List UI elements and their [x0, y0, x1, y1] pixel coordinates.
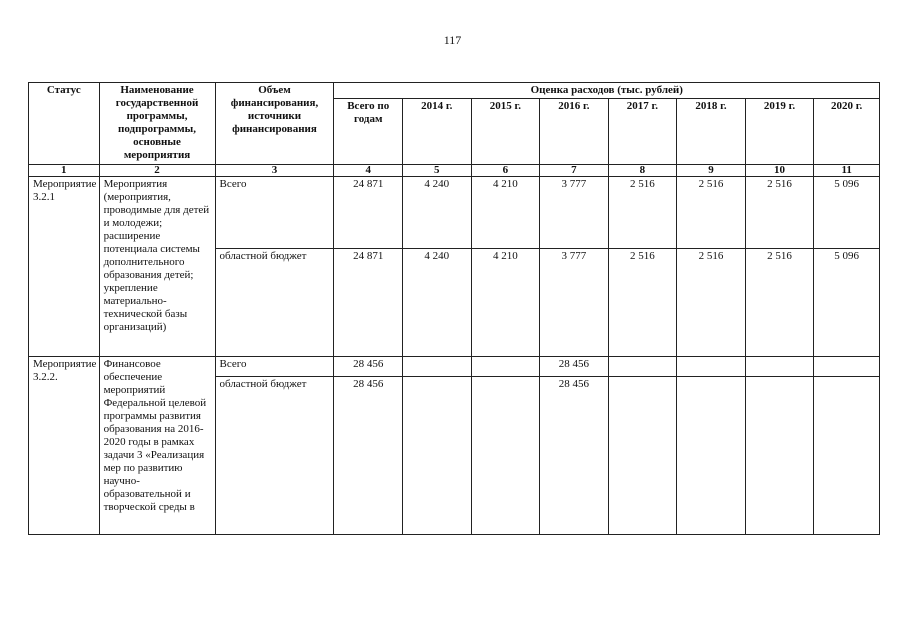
value-cell: 28 456 — [334, 377, 403, 535]
value-cell: 2 516 — [745, 249, 814, 357]
value-cell — [745, 357, 814, 377]
value-cell — [814, 377, 880, 535]
value-cell: 2 516 — [608, 177, 677, 249]
value-cell: 4 210 — [471, 177, 540, 249]
value-cell: 24 871 — [334, 177, 403, 249]
row-name: Финансовое обеспечение мероприятий Федеральной целевой программы развития образования на 2016-2020 годы в рамках задачи 3 «Реализация мер по развитию научно-образовательной и творческой среды в — [99, 357, 215, 535]
source-label: Всего — [215, 357, 334, 377]
value-cell — [471, 377, 540, 535]
value-cell: 5 096 — [814, 249, 880, 357]
expenditure-table — [28, 82, 880, 535]
source-label: областной бюджет — [215, 249, 334, 357]
value-cell — [677, 377, 746, 535]
value-cell: 4 240 — [403, 249, 472, 357]
value-cell: 5 096 — [814, 177, 880, 249]
header-name: Наименование государственной программы, подпрограммы, основные мероприятия — [99, 83, 215, 165]
header-year: 2015 г. — [471, 99, 540, 165]
column-number: 5 — [403, 165, 472, 177]
value-cell: 28 456 — [540, 377, 609, 535]
table-row — [29, 357, 880, 377]
value-cell — [608, 377, 677, 535]
value-cell: 3 777 — [540, 177, 609, 249]
column-number: 7 — [540, 165, 609, 177]
value-cell: 28 456 — [334, 357, 403, 377]
column-number: 9 — [677, 165, 746, 177]
column-number: 10 — [745, 165, 814, 177]
row-status: Мероприятие 3.2.2. — [29, 357, 100, 535]
header-year: 2017 г. — [608, 99, 677, 165]
header-volume: Объем финансирования, источники финансирования — [215, 83, 334, 165]
value-cell — [814, 357, 880, 377]
column-number: 8 — [608, 165, 677, 177]
value-cell: 2 516 — [677, 177, 746, 249]
row-status: Мероприятие 3.2.1 — [29, 177, 100, 357]
value-cell: 2 516 — [745, 177, 814, 249]
column-number: 2 — [99, 165, 215, 177]
header-status: Статус — [29, 83, 100, 165]
value-cell — [608, 357, 677, 377]
value-cell — [745, 377, 814, 535]
page-number: 117 — [443, 33, 462, 47]
column-number: 4 — [334, 165, 403, 177]
header-year: 2019 г. — [745, 99, 814, 165]
column-number: 3 — [215, 165, 334, 177]
source-label: Всего — [215, 177, 334, 249]
value-cell: 2 516 — [608, 249, 677, 357]
header-year: 2014 г. — [403, 99, 472, 165]
column-number: 11 — [814, 165, 880, 177]
value-cell: 4 210 — [471, 249, 540, 357]
source-label: областной бюджет — [215, 377, 334, 535]
value-cell: 3 777 — [540, 249, 609, 357]
value-cell — [403, 357, 472, 377]
header-total-by-years: Всего по годам — [334, 99, 403, 165]
header-year: 2016 г. — [540, 99, 609, 165]
column-number: 6 — [471, 165, 540, 177]
column-number: 1 — [29, 165, 100, 177]
value-cell: 24 871 — [334, 249, 403, 357]
header-year: 2018 г. — [677, 99, 746, 165]
value-cell — [677, 357, 746, 377]
table-row — [29, 177, 880, 249]
column-number-row — [29, 165, 880, 177]
value-cell: 2 516 — [677, 249, 746, 357]
header-year: 2020 г. — [814, 99, 880, 165]
value-cell — [471, 357, 540, 377]
header-estimate: Оценка расходов (тыс. рублей) — [334, 83, 880, 99]
value-cell — [403, 377, 472, 535]
value-cell: 28 456 — [540, 357, 609, 377]
row-name: Мероприятия (мероприятия, проводимые для детей и молодежи; расширение потенциала системы дополнительного образования детей; укрепление материально-технической базы организаций) — [99, 177, 215, 357]
value-cell: 4 240 — [403, 177, 472, 249]
